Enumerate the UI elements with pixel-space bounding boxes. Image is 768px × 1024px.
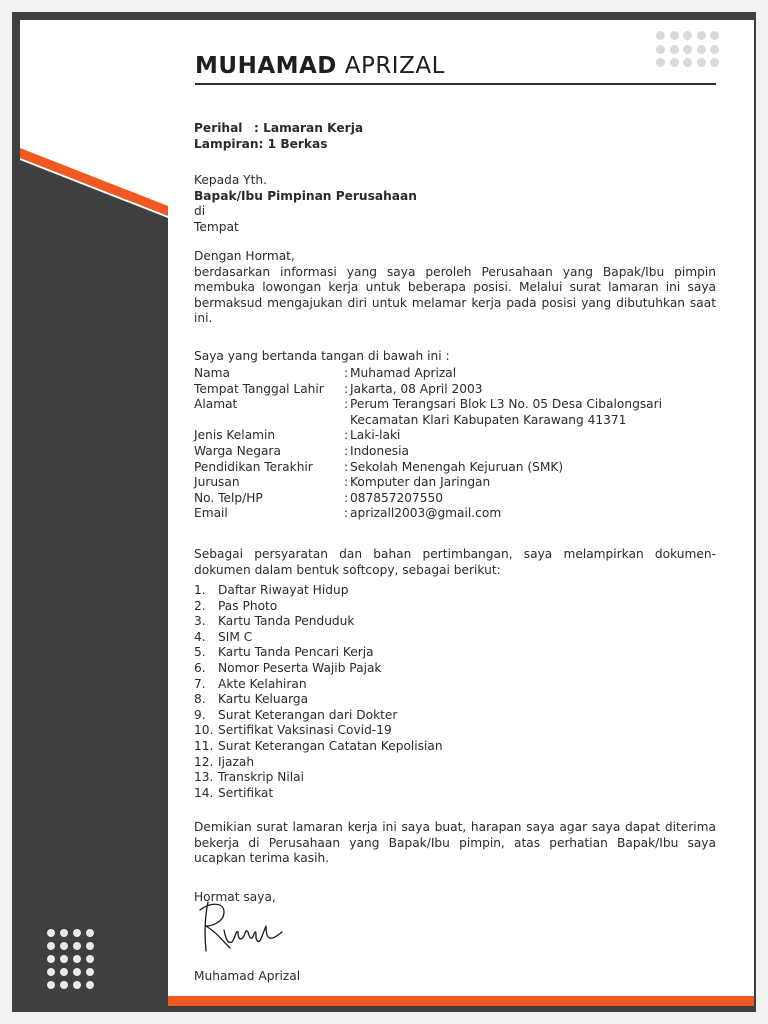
perihal-row xyxy=(194,121,716,137)
detail-value: Laki-laki xyxy=(350,428,401,443)
handwritten-signature xyxy=(194,896,284,956)
detail-key: Pendidikan Terakhir xyxy=(194,459,313,474)
list-item: 12. Ijazah xyxy=(194,754,255,769)
addressee-line-1: Kepada Yth. xyxy=(194,173,267,187)
list-item: 11. Surat Keterangan Catatan Kepolisian xyxy=(194,738,443,753)
letter-header-name xyxy=(195,53,445,79)
header-divider xyxy=(195,83,716,85)
list-item: 14. Sertifikat xyxy=(194,785,274,800)
detail-key: Nama xyxy=(194,366,230,380)
addressee-line-2: Bapak/Ibu Pimpinan Perusahaan xyxy=(194,188,417,203)
header-last-name: APRIZAL xyxy=(344,53,445,79)
detail-value: Muhamad Aprizal xyxy=(350,366,457,380)
perihal-value: : Lamaran Kerja xyxy=(254,121,364,135)
signer-name: Muhamad Aprizal xyxy=(194,969,301,984)
list-item: 6. Nomor Peserta Wajib Pajak xyxy=(194,660,382,675)
detail-row-alamat: Alamat : Perum Terangsari Blok L3 No. 05 Desa Cibalongsari Kecamatan Klari Kabupaten Karawang 41371 xyxy=(194,397,716,428)
list-item: 5. Kartu Tanda Pencari Kerja xyxy=(194,645,374,660)
attachments-intro: Sebagai persyaratan dan bahan pertimbangan, saya melampirkan dokumen-dokumen dalam bentuk softcopy, sebagai berikut: xyxy=(194,547,716,577)
opening-block xyxy=(194,249,716,327)
orange-bottom-bar xyxy=(168,996,754,1006)
detail-row-email: Email : aprizall2003@gmail.com xyxy=(194,506,716,522)
list-item: 9. Surat Keterangan dari Dokter xyxy=(194,707,398,722)
dot-pattern-top xyxy=(656,31,719,67)
list-item: 13. Transkrip Nilai xyxy=(194,770,305,785)
list-item: 3. Kartu Tanda Penduduk xyxy=(194,614,355,629)
details-intro: Saya yang bertanda tangan di bawah ini : xyxy=(194,349,450,364)
perihal-label: Perihal xyxy=(194,121,243,135)
dot-pattern-bottom xyxy=(47,929,94,989)
addressee-line-3: di xyxy=(194,204,206,219)
subject-block xyxy=(194,121,716,152)
closing-paragraph: Demikian surat lamaran kerja ini saya buat, harapan saya agar saya dapat diterima bekerja di Perusahaan yang Bapak/Ibu pimpin, atas perhatian Bapak/Ibu saya ucapkan terima kasih. xyxy=(194,820,716,866)
addressee-line-4: Tempat xyxy=(194,219,239,234)
detail-row-pendidikan: Pendidikan Terakhir : Sekolah Menengah Kejuruan (SMK) xyxy=(194,460,716,476)
list-item: 8. Kartu Keluarga xyxy=(194,692,309,707)
list-item: 10. Sertifikat Vaksinasi Covid-19 xyxy=(194,723,392,738)
detail-row-telp: No. Telp/HP : 087857207550 xyxy=(194,491,716,507)
regards-text: Hormat saya, xyxy=(194,890,276,905)
detail-value: Komputer dan Jaringan xyxy=(350,475,491,490)
list-item: 2. Pas Photo xyxy=(194,598,278,613)
lampiran-row xyxy=(194,137,716,153)
detail-key: No. Telp/HP xyxy=(194,490,263,505)
detail-value: Perum Terangsari Blok L3 No. 05 Desa Cibalongsari Kecamatan Klari Kabupaten Karawang 41371 xyxy=(350,397,663,427)
opening-paragraph: berdasarkan informasi yang saya peroleh Perusahaan yang Bapak/Ibu pimpin membuka lowongan kerja untuk beberapa posisi. Melalui surat lamaran ini saya bermaksud mengajukan diri untuk melamar kerja pada posisi yang dibutuhkan saat ini. xyxy=(194,264,716,326)
detail-row-warga-negara: Warga Negara : Indonesia xyxy=(194,444,716,460)
list-item: 1. Daftar Riwayat Hidup xyxy=(194,583,349,597)
detail-key: Alamat xyxy=(194,397,238,412)
detail-value: Indonesia xyxy=(350,443,409,458)
header-first-name: MUHAMAD xyxy=(195,53,337,79)
personal-details xyxy=(194,366,716,522)
detail-key: Jenis Kelamin xyxy=(194,428,276,443)
detail-key: Tempat Tanggal Lahir xyxy=(194,381,324,396)
detail-value: aprizall2003@gmail.com xyxy=(350,506,502,521)
detail-value: Jakarta, 08 April 2003 xyxy=(350,381,483,396)
attachment-list xyxy=(194,583,716,801)
dark-side-shape xyxy=(20,160,168,998)
addressee-block xyxy=(194,173,716,235)
salutation: Dengan Hormat, xyxy=(194,249,295,263)
list-item: 7. Akte Kelahiran xyxy=(194,676,307,691)
lampiran-value: : 1 Berkas xyxy=(258,136,328,151)
detail-row-ttl: Tempat Tanggal Lahir : Jakarta, 08 April 2003 xyxy=(194,382,716,398)
detail-row-nama: Nama : Muhamad Aprizal xyxy=(194,366,716,382)
list-item: 4. SIM C xyxy=(194,629,253,644)
detail-key: Email xyxy=(194,506,228,521)
detail-row-jurusan: Jurusan : Komputer dan Jaringan xyxy=(194,475,716,491)
detail-value: Sekolah Menengah Kejuruan (SMK) xyxy=(350,459,564,474)
detail-row-jenis-kelamin: Jenis Kelamin : Laki-laki xyxy=(194,428,716,444)
lampiran-label: Lampiran xyxy=(194,136,259,151)
detail-value: 087857207550 xyxy=(350,490,444,505)
detail-key: Warga Negara xyxy=(194,443,281,458)
detail-key: Jurusan xyxy=(194,475,240,490)
